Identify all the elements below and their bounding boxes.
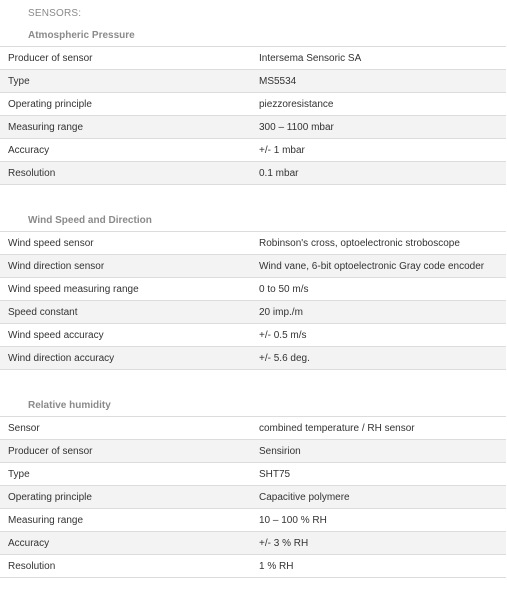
table-row: [0, 70, 506, 93]
row-value: Intersema Sensoric SA: [259, 52, 362, 64]
row-label: Measuring range: [8, 121, 84, 133]
table-row: [0, 509, 506, 532]
table-row: [0, 532, 506, 555]
row-label: Operating principle: [8, 491, 92, 503]
spec-table: [0, 46, 506, 185]
table-row: [0, 93, 506, 116]
row-value: +/- 1 mbar: [259, 144, 305, 156]
spec-table: [0, 231, 506, 370]
row-value: 20 imp./m: [259, 306, 303, 318]
row-value: Sensirion: [259, 445, 301, 457]
section-wind-speed-direction: [0, 212, 506, 370]
row-value: MS5534: [259, 75, 297, 87]
row-label: Measuring range: [8, 514, 84, 526]
table-row: [0, 417, 506, 440]
row-label: Producer of sensor: [8, 445, 93, 457]
page-heading: SENSORS:: [28, 8, 82, 19]
table-row: [0, 440, 506, 463]
table-row: [0, 555, 506, 578]
row-label: Type: [8, 468, 30, 480]
section-relative-humidity: [0, 397, 506, 578]
row-label: Accuracy: [8, 144, 50, 156]
table-row: [0, 116, 506, 139]
table-row: [0, 232, 506, 255]
row-label: Accuracy: [8, 537, 50, 549]
table-row: [0, 301, 506, 324]
table-row: [0, 255, 506, 278]
row-label: Wind speed accuracy: [8, 329, 104, 341]
row-label: Wind speed sensor: [8, 237, 94, 249]
row-value: 0.1 mbar: [259, 167, 299, 179]
row-label: Wind direction sensor: [8, 260, 105, 272]
table-row: [0, 347, 506, 370]
row-value: Capacitive polymere: [259, 491, 350, 503]
row-label: Wind direction accuracy: [8, 352, 115, 364]
section-title: Relative humidity: [28, 400, 111, 411]
row-value: +/- 3 % RH: [259, 537, 309, 549]
row-label: Resolution: [8, 167, 56, 179]
row-value: Robinson's cross, optoelectronic stroboscope: [259, 237, 460, 249]
row-value: +/- 0.5 m/s: [259, 329, 307, 341]
row-value: +/- 5.6 deg.: [259, 352, 310, 364]
table-row: [0, 139, 506, 162]
section-atmospheric-pressure: [0, 27, 506, 185]
row-value: 10 – 100 % RH: [259, 514, 327, 526]
table-row: [0, 47, 506, 70]
spec-table: [0, 416, 506, 578]
row-label: Wind speed measuring range: [8, 283, 139, 295]
row-value: Wind vane, 6-bit optoelectronic Gray code encoder: [259, 260, 485, 272]
table-row: [0, 463, 506, 486]
row-value: piezzoresistance: [259, 98, 334, 110]
row-value: SHT75: [259, 468, 291, 480]
table-row: [0, 278, 506, 301]
row-label: Speed constant: [8, 306, 78, 318]
row-label: Sensor: [8, 422, 40, 434]
table-row: [0, 162, 506, 185]
row-value: 300 – 1100 mbar: [259, 121, 334, 133]
row-label: Resolution: [8, 560, 56, 572]
table-row: [0, 324, 506, 347]
section-title: Wind Speed and Direction: [28, 215, 152, 226]
table-row: [0, 486, 506, 509]
row-value: 1 % RH: [259, 560, 294, 572]
row-value: 0 to 50 m/s: [259, 283, 309, 295]
row-label: Operating principle: [8, 98, 92, 110]
row-label: Producer of sensor: [8, 52, 93, 64]
row-value: combined temperature / RH sensor: [259, 422, 415, 434]
row-label: Type: [8, 75, 30, 87]
section-title: Atmospheric Pressure: [28, 30, 135, 41]
